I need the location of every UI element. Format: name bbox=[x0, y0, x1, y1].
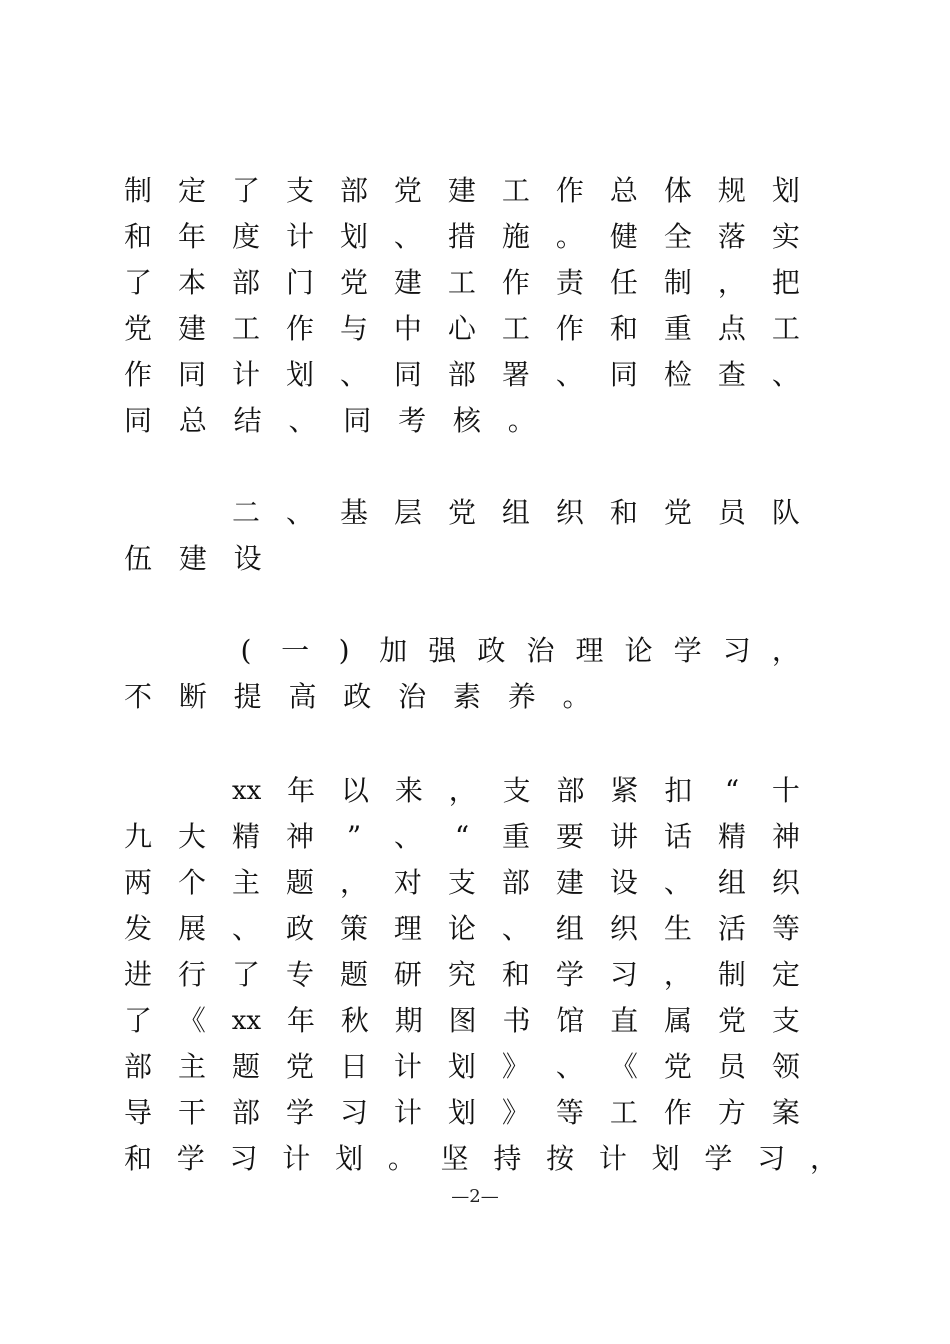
glyph: 、 bbox=[288, 404, 317, 437]
glyph: 作 bbox=[285, 312, 314, 345]
glyph: 党 bbox=[393, 174, 422, 207]
glyph: 支 bbox=[771, 1004, 800, 1037]
glyph: 重 bbox=[501, 820, 530, 853]
glyph: 论 bbox=[624, 634, 653, 667]
glyph: 坚 bbox=[440, 1142, 469, 1175]
glyph: 划 bbox=[447, 1096, 476, 1129]
text-line bbox=[124, 398, 800, 444]
glyph: 对 bbox=[393, 866, 422, 899]
glyph: 、 bbox=[393, 220, 422, 253]
glyph: 等 bbox=[555, 1096, 584, 1129]
glyph: 计 bbox=[282, 1142, 311, 1175]
glyph: 学 bbox=[704, 1142, 733, 1175]
glyph: 年 bbox=[177, 220, 206, 253]
glyph: 作 bbox=[555, 312, 584, 345]
glyph: 题 bbox=[231, 1050, 260, 1083]
glyph: 高 bbox=[288, 680, 317, 713]
glyph: 心 bbox=[447, 312, 476, 345]
glyph: 考 bbox=[398, 404, 427, 437]
text-line bbox=[124, 352, 800, 398]
glyph: 建 bbox=[555, 866, 584, 899]
glyph: 任 bbox=[609, 266, 638, 299]
glyph: 和 bbox=[124, 220, 153, 253]
glyph: 要 bbox=[555, 820, 584, 853]
glyph: 》 bbox=[501, 1096, 530, 1129]
glyph: 。 bbox=[507, 404, 536, 437]
glyph: 党 bbox=[663, 1050, 692, 1083]
glyph: 加 bbox=[379, 634, 408, 667]
text-line bbox=[124, 1136, 838, 1182]
glyph: 建 bbox=[393, 266, 422, 299]
glyph: 划 bbox=[651, 1142, 680, 1175]
glyph: 支 bbox=[502, 774, 531, 807]
glyph: 生 bbox=[663, 912, 692, 945]
glyph: 计 bbox=[231, 358, 260, 391]
glyph: 部 bbox=[339, 174, 368, 207]
glyph: 话 bbox=[663, 820, 692, 853]
glyph: 秋 bbox=[340, 1004, 369, 1037]
glyph: 精 bbox=[717, 820, 746, 853]
glyph: 查 bbox=[717, 358, 746, 391]
glyph: 党 bbox=[124, 312, 153, 345]
glyph: 部 bbox=[556, 774, 585, 807]
glyph: 《 bbox=[609, 1050, 638, 1083]
text-line bbox=[124, 1044, 800, 1090]
glyph: 精 bbox=[232, 820, 261, 853]
glyph: 基 bbox=[339, 496, 368, 529]
glyph: 主 bbox=[231, 866, 260, 899]
glyph: 党 bbox=[663, 496, 692, 529]
glyph: 发 bbox=[124, 912, 153, 945]
glyph: 一 bbox=[281, 634, 310, 667]
glyph: 计 bbox=[393, 1050, 422, 1083]
glyph: 制 bbox=[717, 958, 746, 991]
glyph: 十 bbox=[771, 774, 800, 807]
glyph: 支 bbox=[285, 174, 314, 207]
glyph: 学 bbox=[176, 1142, 205, 1175]
glyph: 年 bbox=[287, 774, 316, 807]
glyph: 、 bbox=[231, 912, 260, 945]
glyph: 检 bbox=[663, 358, 692, 391]
glyph: 计 bbox=[285, 220, 314, 253]
glyph: 计 bbox=[598, 1142, 627, 1175]
glyph: 署 bbox=[501, 358, 530, 391]
glyph: ， bbox=[809, 1142, 838, 1175]
glyph: ， bbox=[771, 634, 800, 667]
glyph: 建 bbox=[447, 174, 476, 207]
glyph: 部 bbox=[124, 1050, 153, 1083]
glyph: ( bbox=[240, 634, 252, 667]
glyph: ) bbox=[338, 634, 350, 667]
glyph: 干 bbox=[177, 1096, 206, 1129]
text-line bbox=[124, 214, 800, 260]
glyph: 划 bbox=[771, 174, 800, 207]
glyph: 习 bbox=[229, 1142, 258, 1175]
text-line bbox=[232, 628, 800, 674]
glyph: 行 bbox=[177, 958, 206, 991]
glyph: 点 bbox=[717, 312, 746, 345]
glyph: 队 bbox=[771, 496, 800, 529]
glyph: 制 bbox=[124, 174, 153, 207]
glyph: 核 bbox=[452, 404, 481, 437]
glyph: 、 bbox=[501, 912, 530, 945]
glyph: 、 bbox=[393, 820, 422, 853]
glyph: 扣 bbox=[664, 774, 693, 807]
glyph: “ bbox=[454, 820, 470, 853]
glyph: 、 bbox=[285, 496, 314, 529]
glyph: 党 bbox=[339, 266, 368, 299]
glyph: 理 bbox=[575, 634, 604, 667]
glyph: 强 bbox=[428, 634, 457, 667]
glyph: 组 bbox=[717, 866, 746, 899]
glyph: 结 bbox=[233, 404, 262, 437]
glyph: 作 bbox=[555, 174, 584, 207]
glyph: 同 bbox=[177, 358, 206, 391]
glyph: 治 bbox=[526, 634, 555, 667]
glyph: 学 bbox=[285, 1096, 314, 1129]
glyph: 九 bbox=[124, 820, 153, 853]
glyph: 重 bbox=[663, 312, 692, 345]
glyph: 断 bbox=[178, 680, 207, 713]
page-number: —2— bbox=[451, 1186, 499, 1207]
glyph: 织 bbox=[555, 496, 584, 529]
glyph: 组 bbox=[555, 912, 584, 945]
glyph: 工 bbox=[609, 1096, 638, 1129]
glyph: 建 bbox=[177, 312, 206, 345]
glyph: 神 bbox=[286, 820, 315, 853]
glyph: 、 bbox=[663, 866, 692, 899]
glyph: 定 bbox=[771, 958, 800, 991]
glyph: 与 bbox=[339, 312, 368, 345]
glyph: 主 bbox=[177, 1050, 206, 1083]
glyph: 落 bbox=[717, 220, 746, 253]
glyph: 题 bbox=[285, 866, 314, 899]
glyph: 全 bbox=[663, 220, 692, 253]
glyph: 织 bbox=[609, 912, 638, 945]
glyph: 划 bbox=[447, 1050, 476, 1083]
glyph: 施 bbox=[501, 220, 530, 253]
glyph: 提 bbox=[233, 680, 262, 713]
glyph: 员 bbox=[717, 1050, 746, 1083]
glyph: 按 bbox=[546, 1142, 575, 1175]
glyph: 习 bbox=[339, 1096, 368, 1129]
glyph: 部 bbox=[447, 358, 476, 391]
glyph: 体 bbox=[663, 174, 692, 207]
glyph: 措 bbox=[447, 220, 476, 253]
glyph: 活 bbox=[717, 912, 746, 945]
glyph: 和 bbox=[124, 1142, 153, 1175]
glyph: 划 bbox=[335, 1142, 364, 1175]
glyph: 把 bbox=[771, 266, 800, 299]
glyph: 和 bbox=[609, 312, 638, 345]
glyph: 和 bbox=[609, 496, 638, 529]
glyph: 划 bbox=[339, 220, 368, 253]
glyph: 同 bbox=[124, 404, 153, 437]
glyph: 。 bbox=[555, 220, 584, 253]
glyph: xx bbox=[232, 776, 262, 806]
text-line bbox=[124, 998, 800, 1044]
glyph: 建 bbox=[178, 542, 207, 575]
glyph: 总 bbox=[609, 174, 638, 207]
glyph: 素 bbox=[452, 680, 481, 713]
glyph: 部 bbox=[501, 866, 530, 899]
glyph: 紧 bbox=[610, 774, 639, 807]
glyph: 。 bbox=[387, 1142, 416, 1175]
text-line bbox=[124, 906, 800, 952]
glyph: 设 bbox=[233, 542, 262, 575]
glyph: 期 bbox=[394, 1004, 423, 1037]
glyph: 两 bbox=[124, 866, 153, 899]
glyph: 年 bbox=[286, 1004, 315, 1037]
glyph: 实 bbox=[771, 220, 800, 253]
glyph: 同 bbox=[609, 358, 638, 391]
glyph: 图 bbox=[448, 1004, 477, 1037]
glyph: 健 bbox=[609, 220, 638, 253]
glyph: 理 bbox=[393, 912, 422, 945]
glyph: 了 bbox=[231, 174, 260, 207]
glyph: 导 bbox=[124, 1096, 153, 1129]
text-line bbox=[124, 814, 800, 860]
glyph: 门 bbox=[285, 266, 314, 299]
glyph: 展 bbox=[177, 912, 206, 945]
glyph: 划 bbox=[285, 358, 314, 391]
glyph: 直 bbox=[610, 1004, 639, 1037]
glyph: 部 bbox=[231, 1096, 260, 1129]
glyph: 习 bbox=[722, 634, 751, 667]
text-line bbox=[124, 306, 800, 352]
glyph: 部 bbox=[231, 266, 260, 299]
glyph: 工 bbox=[447, 266, 476, 299]
glyph: 同 bbox=[343, 404, 372, 437]
glyph: 制 bbox=[663, 266, 692, 299]
glyph: 员 bbox=[717, 496, 746, 529]
glyph: 》 bbox=[501, 1050, 530, 1083]
glyph: 来 bbox=[394, 774, 423, 807]
glyph: 大 bbox=[178, 820, 207, 853]
glyph: 设 bbox=[609, 866, 638, 899]
glyph: 政 bbox=[343, 680, 372, 713]
glyph: 日 bbox=[339, 1050, 368, 1083]
glyph: 工 bbox=[771, 312, 800, 345]
glyph: 织 bbox=[771, 866, 800, 899]
glyph: 、 bbox=[555, 358, 584, 391]
text-line bbox=[124, 952, 800, 998]
glyph: 馆 bbox=[556, 1004, 585, 1037]
glyph: 政 bbox=[285, 912, 314, 945]
glyph: xx bbox=[231, 1006, 262, 1036]
glyph: “ bbox=[724, 774, 740, 807]
glyph: 作 bbox=[501, 266, 530, 299]
glyph: 神 bbox=[771, 820, 800, 853]
glyph: 以 bbox=[341, 774, 370, 807]
glyph: 进 bbox=[124, 958, 153, 991]
glyph: 论 bbox=[447, 912, 476, 945]
glyph: 领 bbox=[771, 1050, 800, 1083]
glyph: 和 bbox=[501, 958, 530, 991]
text-line bbox=[232, 768, 800, 814]
glyph: ， bbox=[339, 866, 368, 899]
glyph: 党 bbox=[717, 1004, 746, 1037]
glyph: 。 bbox=[562, 680, 591, 713]
glyph: 《 bbox=[177, 1004, 206, 1037]
glyph: 同 bbox=[393, 358, 422, 391]
glyph: 个 bbox=[177, 866, 206, 899]
glyph: 支 bbox=[447, 866, 476, 899]
glyph: 计 bbox=[393, 1096, 422, 1129]
glyph: 层 bbox=[393, 496, 422, 529]
glyph: 中 bbox=[393, 312, 422, 345]
text-line bbox=[124, 536, 800, 582]
glyph: 、 bbox=[339, 358, 368, 391]
glyph: ” bbox=[346, 820, 362, 853]
glyph: 属 bbox=[664, 1004, 693, 1037]
glyph: 党 bbox=[447, 496, 476, 529]
glyph: 了 bbox=[124, 1004, 153, 1037]
glyph: 策 bbox=[339, 912, 368, 945]
glyph: 、 bbox=[555, 1050, 584, 1083]
glyph: 书 bbox=[502, 1004, 531, 1037]
glyph: 责 bbox=[555, 266, 584, 299]
glyph: 伍 bbox=[124, 542, 153, 575]
glyph: 定 bbox=[177, 174, 206, 207]
glyph: 组 bbox=[501, 496, 530, 529]
text-line bbox=[232, 490, 800, 536]
glyph: 了 bbox=[231, 958, 260, 991]
glyph: 研 bbox=[393, 958, 422, 991]
glyph: 本 bbox=[177, 266, 206, 299]
glyph: 习 bbox=[757, 1142, 786, 1175]
glyph: 方 bbox=[717, 1096, 746, 1129]
glyph: 学 bbox=[673, 634, 702, 667]
glyph: 题 bbox=[339, 958, 368, 991]
glyph: 专 bbox=[285, 958, 314, 991]
text-line bbox=[124, 260, 800, 306]
glyph: 工 bbox=[231, 312, 260, 345]
glyph: 工 bbox=[501, 174, 530, 207]
glyph: 讲 bbox=[609, 820, 638, 853]
glyph: 总 bbox=[178, 404, 207, 437]
glyph: ， bbox=[663, 958, 692, 991]
glyph: 习 bbox=[609, 958, 638, 991]
text-line bbox=[124, 168, 800, 214]
glyph: ， bbox=[448, 774, 477, 807]
glyph: 工 bbox=[501, 312, 530, 345]
glyph: 作 bbox=[663, 1096, 692, 1129]
glyph: 等 bbox=[771, 912, 800, 945]
glyph: 案 bbox=[771, 1096, 800, 1129]
glyph: 养 bbox=[507, 680, 536, 713]
glyph: 二 bbox=[232, 496, 261, 529]
glyph: 治 bbox=[398, 680, 427, 713]
text-line bbox=[124, 860, 800, 906]
glyph: 究 bbox=[447, 958, 476, 991]
glyph: ， bbox=[717, 266, 746, 299]
glyph: 持 bbox=[493, 1142, 522, 1175]
glyph: 不 bbox=[124, 680, 153, 713]
glyph: 、 bbox=[771, 358, 800, 391]
glyph: 政 bbox=[477, 634, 506, 667]
glyph: 作 bbox=[124, 358, 153, 391]
glyph: 度 bbox=[231, 220, 260, 253]
glyph: 党 bbox=[285, 1050, 314, 1083]
glyph: 了 bbox=[124, 266, 153, 299]
glyph: 规 bbox=[717, 174, 746, 207]
glyph: 学 bbox=[555, 958, 584, 991]
text-line bbox=[124, 1090, 800, 1136]
text-line bbox=[124, 674, 800, 720]
